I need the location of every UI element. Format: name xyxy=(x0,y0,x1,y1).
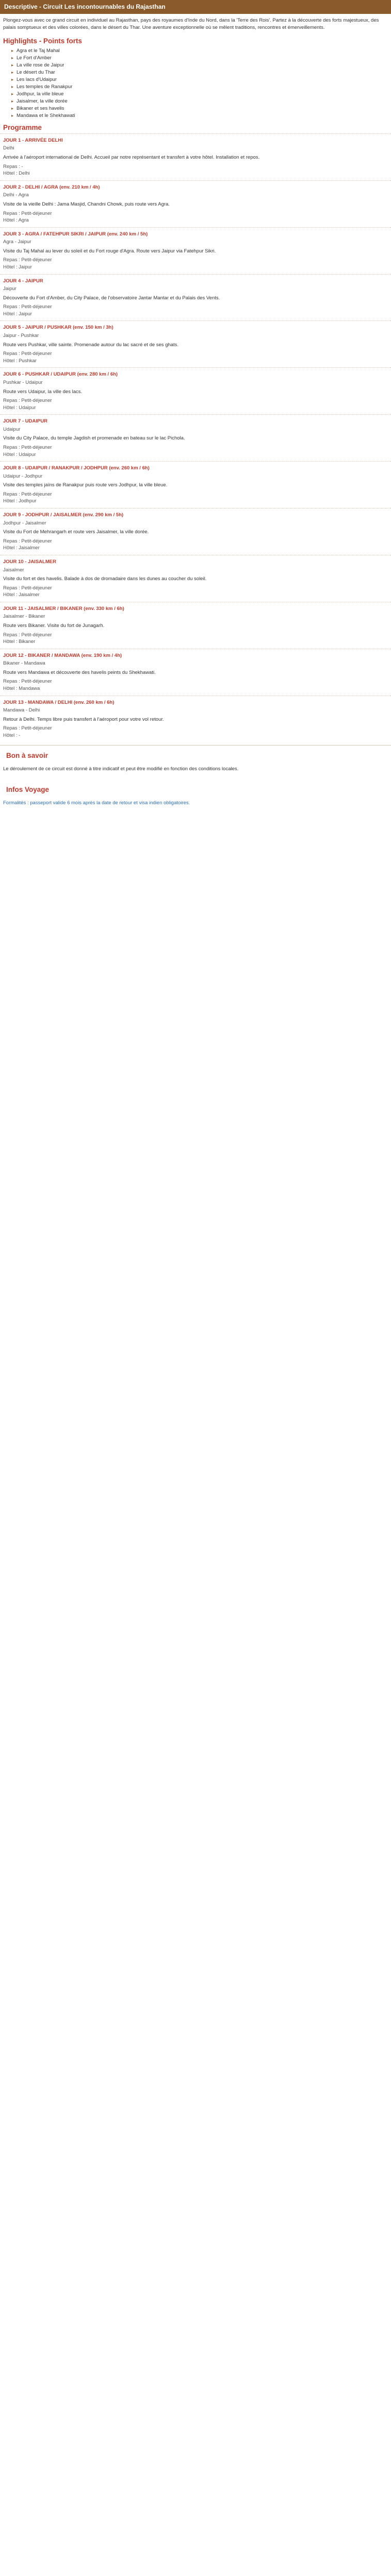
day-meals: Repas : Petit-déjeuner xyxy=(3,538,52,544)
highlight-item: ▸ Jaisalmer, la ville dorée xyxy=(11,98,391,105)
day-section xyxy=(0,320,391,367)
day-hotel: Hôtel : - xyxy=(3,732,21,738)
day-body: Visite du City Palace, du temple Jagdish et promenade en bateau sur le lac Pichola. xyxy=(3,435,185,442)
day-section xyxy=(0,649,391,696)
day-meta: Jaisalmer - Bikaner xyxy=(3,614,45,620)
day-meta: Delhi xyxy=(3,145,14,151)
good-to-know-section xyxy=(0,745,391,779)
day-hotel: Hôtel : Jaipur xyxy=(3,311,32,317)
day-body: Route vers Pushkar, ville sainte. Promenade autour du lac sacré et de ses ghats. xyxy=(3,342,179,348)
page xyxy=(0,0,391,814)
day-meals: Repas : Petit-déjeuner xyxy=(3,210,52,216)
day-title: JOUR 10 - JAISALMER xyxy=(3,558,56,565)
day-body: Découverte du Fort d'Amber, du City Palace, de l'observatoire Jantar Mantar et du Palais des Vents. xyxy=(3,295,220,301)
day-body: Route vers Udaipur, la ville des lacs. xyxy=(3,388,83,395)
highlight-item: ▸ Les temples de Ranakpur xyxy=(11,83,391,91)
day-meals: Repas : - xyxy=(3,163,23,170)
day-title: JOUR 6 - PUSHKAR / UDAIPUR (env. 280 km / 6h) xyxy=(3,371,118,378)
highlight-item: ▸ Le désert du Thar xyxy=(11,69,391,76)
day-meta: Jaipur - Pushkar xyxy=(3,333,39,339)
highlight-item: ▸ Agra et le Taj Mahal xyxy=(11,47,391,55)
highlight-item: ▸ La ville rose de Jaipur xyxy=(11,62,391,69)
travel-info-body: Formalités : passeport valide 6 mois après la date de retour et visa indien obligatoires. xyxy=(3,800,190,806)
day-meta: Delhi - Agra xyxy=(3,192,29,198)
day-hotel: Hôtel : Pushkar xyxy=(3,358,37,364)
day-section xyxy=(0,367,391,414)
day-title: JOUR 3 - AGRA / FATEHPUR SIKRI / JAIPUR (env. 240 km / 5h) xyxy=(3,231,148,237)
day-title: JOUR 5 - JAIPUR / PUSHKAR (env. 150 km / 3h) xyxy=(3,325,113,331)
day-body: Route vers Bikaner. Visite du fort de Junagarh. xyxy=(3,622,105,629)
day-meta: Agra - Jaipur xyxy=(3,239,31,245)
day-meta: Jaisalmer xyxy=(3,567,24,573)
day-meta: Bikaner - Mandawa xyxy=(3,660,45,667)
day-title: JOUR 9 - JODHPUR / JAISALMER (env. 290 km / 5h) xyxy=(3,512,124,518)
day-meals: Repas : Petit-déjeuner xyxy=(3,257,52,263)
day-meta: Jaipur xyxy=(3,286,17,292)
day-hotel: Hôtel : Agra xyxy=(3,217,29,224)
page-banner: Descriptive - Circuit Les incontournables du Rajasthan xyxy=(0,0,391,14)
day-meta: Udaipur xyxy=(3,426,21,432)
good-to-know-title: Bon à savoir xyxy=(6,752,48,760)
day-title: JOUR 7 - UDAIPUR xyxy=(3,418,48,425)
day-section xyxy=(0,133,391,180)
good-to-know-body: Le déroulement de ce circuit est donné à titre indicatif et peut être modifié en fonction des conditions locales. xyxy=(3,766,239,772)
highlights-title: Highlights - Points forts xyxy=(3,37,82,45)
day-hotel: Hôtel : Jaisalmer xyxy=(3,592,40,598)
day-hotel: Hôtel : Delhi xyxy=(3,171,30,177)
highlight-item: ▸ Le Fort d'Amber xyxy=(11,55,391,62)
day-hotel: Hôtel : Udaipur xyxy=(3,451,36,457)
day-meals: Repas : Petit-déjeuner xyxy=(3,398,52,404)
day-meals: Repas : Petit-déjeuner xyxy=(3,585,52,591)
day-title: JOUR 2 - DELHI / AGRA (env. 210 km / 4h) xyxy=(3,184,100,190)
travel-info-section xyxy=(0,779,391,814)
day-body: Route vers Mandawa et découverte des havelis peints du Shekhawati. xyxy=(3,669,156,675)
day-meta: Udaipur - Jodhpur xyxy=(3,473,43,479)
day-section xyxy=(0,461,391,508)
day-body: Visite du Fort de Mehrangarh et route vers Jaisalmer, la ville dorée. xyxy=(3,529,149,535)
day-hotel: Hôtel : Jodhpur xyxy=(3,498,37,504)
day-body: Retour à Delhi. Temps libre puis transfert à l'aéroport pour votre vol retour. xyxy=(3,716,164,722)
day-meta: Pushkar - Udaipur xyxy=(3,379,43,385)
day-section xyxy=(0,508,391,555)
day-hotel: Hôtel : Jaisalmer xyxy=(3,545,40,551)
day-section xyxy=(0,414,391,461)
programme-title: Programme xyxy=(3,123,42,131)
day-meals: Repas : Petit-déjeuner xyxy=(3,444,52,450)
day-meals: Repas : Petit-déjeuner xyxy=(3,491,52,497)
day-body: Visite de la vieille Delhi : Jama Masjid, Chandni Chowk, puis route vers Agra. xyxy=(3,201,170,207)
travel-info-title: Infos Voyage xyxy=(6,786,50,794)
day-body: Arrivée à l'aéroport international de Delhi. Accueil par notre représentant et transfert à votre hôtel. Installation et repos. xyxy=(3,155,260,161)
intro-text: Plongez-vous avec ce grand circuit en individuel au Rajasthan, pays des royaumes d'Inde du Nord, dans la 'Terre des Rois'. Partez à la découverte des forts majestueux, des palais somptueux et des villes colorées, dans le désert du Thar. Une aventure exceptionnelle où se mêlent traditions, rencontres et émerveillements. xyxy=(3,18,379,30)
day-meals: Repas : Petit-déjeuner xyxy=(3,632,52,638)
day-section xyxy=(0,227,391,274)
day-body: Visite des temples jaïns de Ranakpur puis route vers Jodhpur, la ville bleue. xyxy=(3,482,168,488)
day-meals: Repas : Petit-déjeuner xyxy=(3,351,52,357)
day-title: JOUR 13 - MANDAWA / DELHI (env. 260 km / 6h) xyxy=(3,699,115,705)
day-meals: Repas : Petit-déjeuner xyxy=(3,679,52,685)
day-meals: Repas : Petit-déjeuner xyxy=(3,304,52,310)
day-title: JOUR 4 - JAIPUR xyxy=(3,278,43,284)
day-title: JOUR 11 - JAISALMER / BIKANER (env. 330 km / 6h) xyxy=(3,605,124,612)
day-meta: Jodhpur - Jaisalmer xyxy=(3,520,46,526)
highlights-list xyxy=(11,47,391,120)
day-section xyxy=(0,696,391,742)
day-hotel: Hôtel : Udaipur xyxy=(3,404,36,411)
day-title: JOUR 8 - UDAIPUR / RANAKPUR / JODHPUR (env. 260 km / 6h) xyxy=(3,465,150,471)
day-body: Visite du fort et des havelis. Balade à dos de dromadaire dans les dunes au coucher du soleil. xyxy=(3,576,207,582)
day-hotel: Hôtel : Bikaner xyxy=(3,639,36,645)
day-hotel: Hôtel : Mandawa xyxy=(3,686,40,692)
day-section xyxy=(0,274,391,321)
day-body: Visite du Taj Mahal au lever du soleil et du Fort rouge d'Agra. Route vers Jaipur via Fatehpur Sikri. xyxy=(3,248,216,254)
highlight-item: ▸ Les lacs d'Udaipur xyxy=(11,76,391,83)
day-title: JOUR 12 - BIKANER / MANDAWA (env. 190 km / 4h) xyxy=(3,652,122,658)
day-hotel: Hôtel : Jaipur xyxy=(3,264,32,270)
day-section xyxy=(0,602,391,649)
highlight-item: ▸ Mandawa et le Shekhawati xyxy=(11,112,391,120)
day-section xyxy=(0,555,391,602)
day-meta: Mandawa - Delhi xyxy=(3,707,40,714)
highlight-item: ▸ Bikaner et ses havelis xyxy=(11,105,391,112)
highlight-item: ▸ Jodhpur, la ville bleue xyxy=(11,91,391,98)
day-meals: Repas : Petit-déjeuner xyxy=(3,725,52,732)
day-section xyxy=(0,180,391,227)
day-title: JOUR 1 - ARRIVÉE DELHI xyxy=(3,137,63,143)
